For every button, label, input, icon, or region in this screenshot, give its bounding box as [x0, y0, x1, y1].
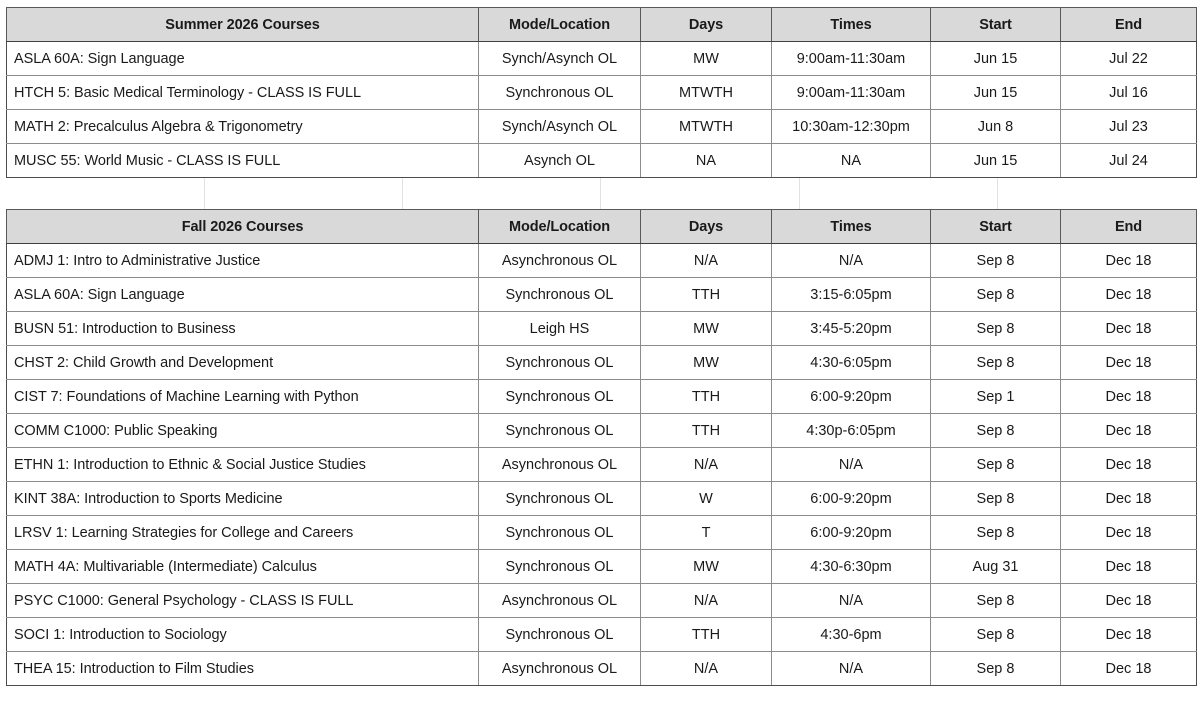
cell-days: MTWTH	[641, 76, 772, 110]
spacer-cell	[601, 178, 799, 210]
cell-times: N/A	[772, 584, 931, 618]
cell-end: Dec 18	[1061, 244, 1197, 278]
column-header-end: End	[1061, 8, 1197, 42]
cell-course: SOCI 1: Introduction to Sociology	[7, 618, 479, 652]
cell-days: TTH	[641, 414, 772, 448]
cell-times: 3:45-5:20pm	[772, 312, 931, 346]
cell-days: MW	[641, 346, 772, 380]
column-header-times: Times	[772, 8, 931, 42]
cell-days: MW	[641, 312, 772, 346]
cell-mode-location: Synchronous OL	[479, 380, 641, 414]
cell-end: Dec 18	[1061, 414, 1197, 448]
cell-course: MATH 2: Precalculus Algebra & Trigonometry	[7, 110, 479, 144]
cell-days: N/A	[641, 448, 772, 482]
table-row	[7, 76, 1197, 110]
cell-mode-location: Synchronous OL	[479, 516, 641, 550]
column-header-times: Times	[772, 210, 931, 244]
cell-days: NA	[641, 144, 772, 178]
cell-days: MW	[641, 42, 772, 76]
cell-end: Jul 22	[1061, 42, 1197, 76]
cell-days: N/A	[641, 652, 772, 686]
cell-times: 6:00-9:20pm	[772, 516, 931, 550]
cell-start: Sep 8	[931, 278, 1061, 312]
column-header-course: Summer 2026 Courses	[7, 8, 479, 42]
table-row	[7, 516, 1197, 550]
cell-course: CHST 2: Child Growth and Development	[7, 346, 479, 380]
cell-times: 4:30-6:05pm	[772, 346, 931, 380]
cell-start: Sep 8	[931, 652, 1061, 686]
column-header-start: Start	[931, 8, 1061, 42]
cell-start: Sep 8	[931, 414, 1061, 448]
cell-start: Jun 15	[931, 42, 1061, 76]
column-header-end: End	[1061, 210, 1197, 244]
cell-times: N/A	[772, 244, 931, 278]
cell-mode-location: Synchronous OL	[479, 618, 641, 652]
cell-course: PSYC C1000: General Psychology - CLASS IS FULL	[7, 584, 479, 618]
cell-mode-location: Asynch OL	[479, 144, 641, 178]
cell-end: Dec 18	[1061, 312, 1197, 346]
cell-end: Dec 18	[1061, 516, 1197, 550]
cell-mode-location: Asynchronous OL	[479, 652, 641, 686]
cell-mode-location: Synch/Asynch OL	[479, 42, 641, 76]
cell-days: TTH	[641, 618, 772, 652]
cell-course: ETHN 1: Introduction to Ethnic & Social Justice Studies	[7, 448, 479, 482]
spacer-row	[6, 178, 1196, 210]
cell-mode-location: Synchronous OL	[479, 278, 641, 312]
fall-table-header	[7, 210, 1197, 244]
table-gap-spacer	[6, 178, 1196, 209]
cell-mode-location: Asynchronous OL	[479, 244, 641, 278]
cell-times: NA	[772, 144, 931, 178]
cell-course: CIST 7: Foundations of Machine Learning with Python	[7, 380, 479, 414]
cell-end: Jul 23	[1061, 110, 1197, 144]
cell-times: 4:30-6pm	[772, 618, 931, 652]
cell-times: 9:00am-11:30am	[772, 42, 931, 76]
cell-days: MW	[641, 550, 772, 584]
cell-mode-location: Asynchronous OL	[479, 584, 641, 618]
spacer-cell	[799, 178, 997, 210]
cell-course: MATH 4A: Multivariable (Intermediate) Calculus	[7, 550, 479, 584]
cell-start: Sep 8	[931, 482, 1061, 516]
summer-table-body	[7, 42, 1197, 178]
table-row	[7, 414, 1197, 448]
cell-end: Dec 18	[1061, 584, 1197, 618]
column-header-course: Fall 2026 Courses	[7, 210, 479, 244]
column-header-mode: Mode/Location	[479, 8, 641, 42]
table-row	[7, 652, 1197, 686]
cell-end: Jul 24	[1061, 144, 1197, 178]
cell-start: Sep 8	[931, 448, 1061, 482]
table-row	[7, 448, 1197, 482]
column-header-start: Start	[931, 210, 1061, 244]
spacer-cell	[998, 178, 1196, 210]
cell-course: COMM C1000: Public Speaking	[7, 414, 479, 448]
table-row	[7, 618, 1197, 652]
cell-course: THEA 15: Introduction to Film Studies	[7, 652, 479, 686]
cell-days: W	[641, 482, 772, 516]
fall-table-body	[7, 244, 1197, 686]
cell-end: Dec 18	[1061, 652, 1197, 686]
cell-end: Dec 18	[1061, 482, 1197, 516]
cell-days: N/A	[641, 244, 772, 278]
cell-start: Jun 15	[931, 76, 1061, 110]
cell-mode-location: Asynchronous OL	[479, 448, 641, 482]
cell-end: Dec 18	[1061, 278, 1197, 312]
cell-end: Dec 18	[1061, 380, 1197, 414]
cell-days: TTH	[641, 278, 772, 312]
cell-times: 10:30am-12:30pm	[772, 110, 931, 144]
cell-times: 4:30-6:30pm	[772, 550, 931, 584]
cell-start: Sep 1	[931, 380, 1061, 414]
cell-start: Sep 8	[931, 618, 1061, 652]
cell-mode-location: Synchronous OL	[479, 550, 641, 584]
column-header-mode: Mode/Location	[479, 210, 641, 244]
spacer-row-table	[6, 178, 1196, 210]
cell-start: Sep 8	[931, 346, 1061, 380]
cell-times: 6:00-9:20pm	[772, 380, 931, 414]
cell-days: TTH	[641, 380, 772, 414]
cell-end: Dec 18	[1061, 448, 1197, 482]
cell-start: Sep 8	[931, 584, 1061, 618]
cell-course: HTCH 5: Basic Medical Terminology - CLASS IS FULL	[7, 76, 479, 110]
cell-mode-location: Synchronous OL	[479, 76, 641, 110]
header-row	[7, 8, 1197, 42]
fall-2026-schedule-table	[6, 209, 1197, 686]
cell-course: LRSV 1: Learning Strategies for College and Careers	[7, 516, 479, 550]
cell-course: ASLA 60A: Sign Language	[7, 42, 479, 76]
column-header-days: Days	[641, 8, 772, 42]
cell-start: Jun 15	[931, 144, 1061, 178]
cell-times: 3:15-6:05pm	[772, 278, 931, 312]
cell-times: 6:00-9:20pm	[772, 482, 931, 516]
cell-end: Jul 16	[1061, 76, 1197, 110]
table-row	[7, 278, 1197, 312]
cell-mode-location: Synch/Asynch OL	[479, 110, 641, 144]
cell-end: Dec 18	[1061, 346, 1197, 380]
spacer-cell	[204, 178, 402, 210]
spacer-cell	[6, 178, 204, 210]
table-row	[7, 346, 1197, 380]
cell-course: KINT 38A: Introduction to Sports Medicine	[7, 482, 479, 516]
cell-mode-location: Synchronous OL	[479, 482, 641, 516]
cell-times: 9:00am-11:30am	[772, 76, 931, 110]
table-row	[7, 244, 1197, 278]
cell-times: N/A	[772, 652, 931, 686]
table-row	[7, 110, 1197, 144]
cell-start: Sep 8	[931, 516, 1061, 550]
spacer-cell	[403, 178, 601, 210]
cell-course: MUSC 55: World Music - CLASS IS FULL	[7, 144, 479, 178]
table-row	[7, 144, 1197, 178]
cell-start: Aug 31	[931, 550, 1061, 584]
cell-days: N/A	[641, 584, 772, 618]
table-row	[7, 550, 1197, 584]
table-row	[7, 312, 1197, 346]
cell-start: Sep 8	[931, 244, 1061, 278]
cell-times: 4:30p-6:05pm	[772, 414, 931, 448]
cell-days: MTWTH	[641, 110, 772, 144]
cell-start: Sep 8	[931, 312, 1061, 346]
cell-mode-location: Leigh HS	[479, 312, 641, 346]
cell-times: N/A	[772, 448, 931, 482]
cell-course: ASLA 60A: Sign Language	[7, 278, 479, 312]
cell-end: Dec 18	[1061, 618, 1197, 652]
table-row	[7, 584, 1197, 618]
cell-course: ADMJ 1: Intro to Administrative Justice	[7, 244, 479, 278]
table-row	[7, 482, 1197, 516]
cell-mode-location: Synchronous OL	[479, 346, 641, 380]
summer-table-header	[7, 8, 1197, 42]
cell-mode-location: Synchronous OL	[479, 414, 641, 448]
cell-days: T	[641, 516, 772, 550]
table-row	[7, 42, 1197, 76]
cell-end: Dec 18	[1061, 550, 1197, 584]
cell-course: BUSN 51: Introduction to Business	[7, 312, 479, 346]
column-header-days: Days	[641, 210, 772, 244]
table-row	[7, 380, 1197, 414]
summer-2026-schedule-table	[6, 7, 1197, 178]
header-row	[7, 210, 1197, 244]
cell-start: Jun 8	[931, 110, 1061, 144]
